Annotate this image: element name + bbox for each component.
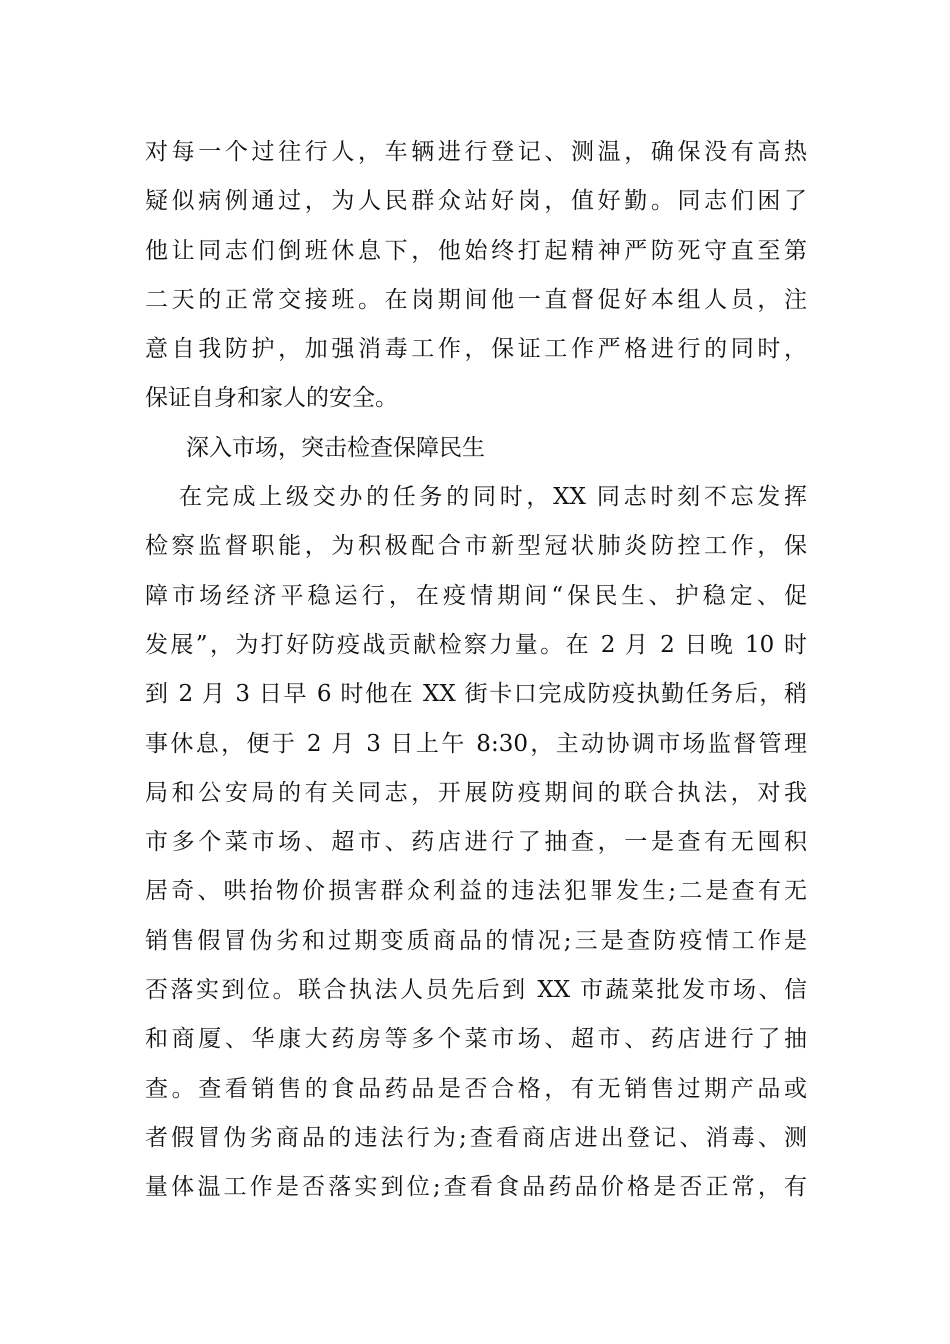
paragraph-line: 意自我防护，加强消毒工作，保证工作严格进行的同时， — [145, 336, 807, 363]
paragraph-line: 对每一个过往行人，车辆进行登记、测温，确保没有高热 — [145, 139, 807, 165]
paragraph-line: 销售假冒伪劣和过期变质商品的情况;三是查防疫情工作是 — [145, 927, 807, 954]
paragraph-line: 发展”，为打好防疫战贡献检察力量。在 2 月 2 日晚 10 时 — [145, 631, 807, 658]
paragraph-line: 居奇、哄抬物价损害群众利益的违法犯罪发生;二是查有无 — [145, 878, 807, 905]
paragraph-line: 疑似病例通过，为人民群众站好岗，值好勤。同志们困了 — [145, 188, 807, 215]
paragraph-line: 保证自身和家人的安全。 — [145, 385, 398, 412]
paragraph-line: 者假冒伪劣商品的违法行为;查看商店进出登记、消毒、测 — [145, 1124, 807, 1151]
paragraph-line: 障市场经济平稳运行，在疫情期间“保民生、护稳定、促 — [145, 582, 807, 609]
paragraph-line: 查。查看销售的食品药品是否合格，有无销售过期产品或 — [145, 1075, 807, 1102]
section-heading: 深入市场，突击检查保障民生 — [186, 434, 485, 461]
paragraph-line: 否落实到位。联合执法人员先后到 XX 市蔬菜批发市场、信 — [145, 977, 807, 1004]
paragraph-line: 他让同志们倒班休息下，他始终打起精神严防死守直至第 — [145, 237, 807, 264]
paragraph-line: 量体温工作是否落实到位;查看食品药品价格是否正常，有 — [145, 1174, 807, 1201]
paragraph-line: 在完成上级交办的任务的同时，XX 同志时刻不忘发挥 — [179, 484, 807, 511]
paragraph-line: 和商厦、华康大药房等多个菜市场、超市、药店进行了抽 — [145, 1026, 807, 1053]
paragraph-line: 检察监督职能，为积极配合市新型冠状肺炎防控工作，保 — [145, 533, 807, 560]
paragraph-line: 到 2 月 3 日早 6 时他在 XX 街卡口完成防疫执勤任务后，稍 — [145, 681, 807, 708]
paragraph-line: 事休息，便于 2 月 3 日上午 8:30，主动协调市场监督管理 — [145, 730, 807, 757]
document-body — [145, 128, 807, 1213]
paragraph-line: 局和公安局的有关同志，开展防疫期间的联合执法，对我 — [145, 779, 807, 806]
paragraph-line: 市多个菜市场、超市、药店进行了抽查，一是查有无囤积 — [145, 829, 807, 856]
paragraph-line: 二天的正常交接班。在岗期间他一直督促好本组人员，注 — [145, 286, 807, 313]
